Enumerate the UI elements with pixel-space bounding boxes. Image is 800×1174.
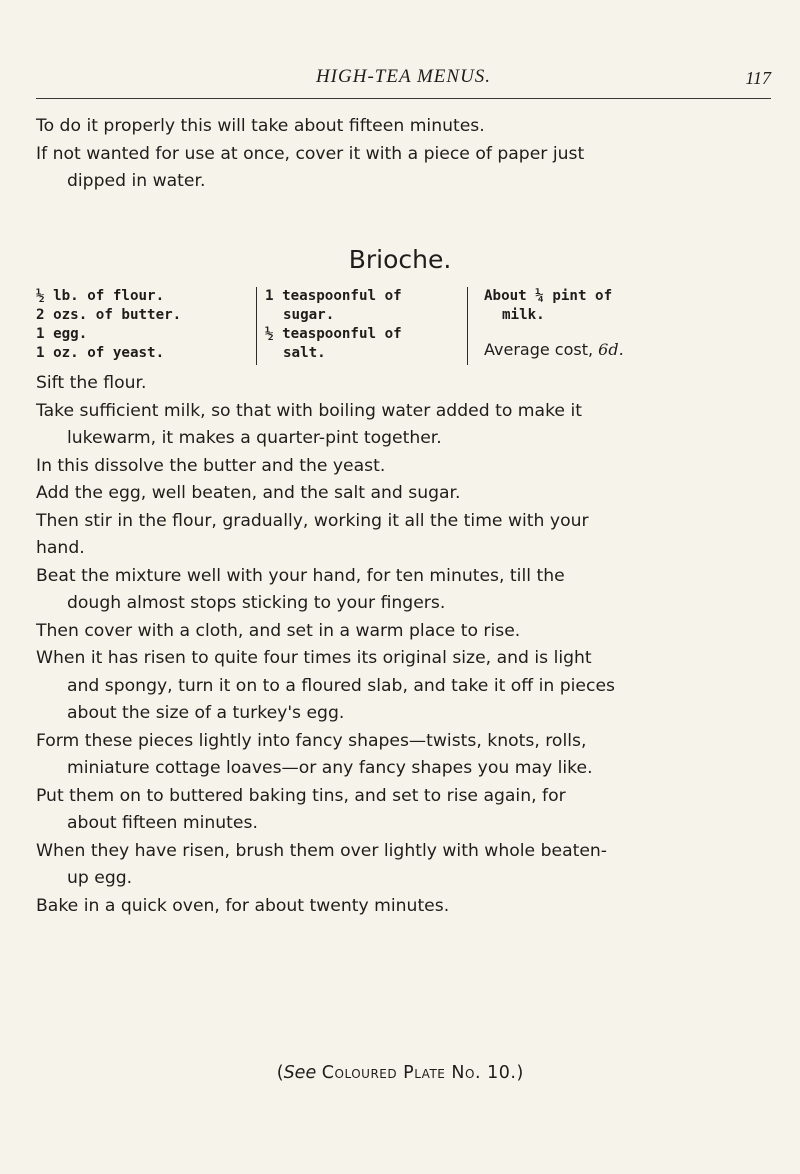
note-open: ( [276, 1063, 284, 1083]
method-line: Then stir in the flour, gradually, working it all the time with your [36, 510, 589, 531]
ingredient: 2 ozs. of butter. [36, 307, 182, 323]
page-header [36, 62, 771, 102]
method-line: dough almost stops sticking to your fingers. [67, 593, 446, 613]
ingredients-column-2 [256, 287, 475, 365]
method-line: miniature cottage loaves—or any fancy shapes you may like. [67, 758, 593, 778]
method-line: In this dissolve the butter and the yeast. [36, 455, 386, 476]
method-line: lukewarm, it makes a quarter-pint together. [67, 428, 442, 448]
method-line: Put them on to buttered baking tins, and set to rise again, for [36, 785, 566, 806]
intro-line-3: dipped in water. [67, 171, 206, 191]
method-line: Add the egg, well beaten, and the salt and sugar. [36, 483, 461, 503]
ingredient: 1 egg. [36, 326, 88, 342]
plate-reference [0, 1063, 800, 1083]
ingredient: salt. [283, 345, 326, 361]
intro-paragraph [36, 113, 771, 196]
average-cost [484, 340, 784, 359]
intro-line-1: To do it properly this will take about fifteen minutes. [36, 116, 485, 136]
average-cost-value: 6d. [598, 340, 624, 359]
method-line: Bake in a quick oven, for about twenty minutes. [36, 895, 450, 916]
method-line: hand. [36, 538, 85, 558]
ingredient: 1 oz. of yeast. [36, 345, 165, 361]
intro-line-2: If not wanted for use at once, cover it with a piece of paper just [36, 143, 585, 164]
average-cost-label: Average cost, [484, 340, 594, 359]
ingredients-column-3 [467, 287, 784, 365]
method-line: Form these pieces lightly into fancy shapes—twists, knots, rolls, [36, 730, 587, 751]
recipe-title: Brioche. [348, 245, 452, 274]
method-paragraphs [36, 370, 771, 920]
note-see: See [283, 1063, 317, 1083]
method-line: Take sufficient milk, so that with boiling water added to make it [36, 400, 582, 421]
note-close: ) [516, 1063, 524, 1083]
ingredient: About ¼ pint of [484, 288, 613, 304]
method-line: and spongy, turn it on to a floured slab, and take it off in pieces [67, 675, 615, 696]
header-rule [36, 98, 771, 99]
ingredients-table [36, 287, 771, 369]
running-title: HIGH-TEA MENUS. [315, 66, 492, 87]
method-line: Beat the mixture well with your hand, for ten minutes, till the [36, 565, 565, 586]
ingredient: ½ lb. of flour. [36, 288, 165, 304]
page-number: 117 [745, 68, 771, 88]
method-line: up egg. [67, 868, 133, 888]
ingredient: ½ teaspoonful of [265, 326, 402, 342]
method-line: When they have risen, brush them over lightly with whole beaten- [36, 840, 608, 861]
ingredient: milk. [502, 307, 545, 323]
method-line: about fifteen minutes. [67, 813, 258, 833]
method-line: about the size of a turkey's egg. [67, 703, 345, 723]
ingredients-column-1 [36, 287, 256, 365]
method-line: Sift the flour. [36, 373, 147, 393]
method-line: Then cover with a cloth, and set in a warm place to rise. [36, 620, 521, 641]
ingredient: 1 teaspoonful of [265, 288, 402, 304]
ingredient: sugar. [283, 307, 335, 323]
note-plate: Coloured Plate No. 10. [321, 1063, 517, 1083]
method-line: When it has risen to quite four times its original size, and is light [36, 648, 592, 668]
